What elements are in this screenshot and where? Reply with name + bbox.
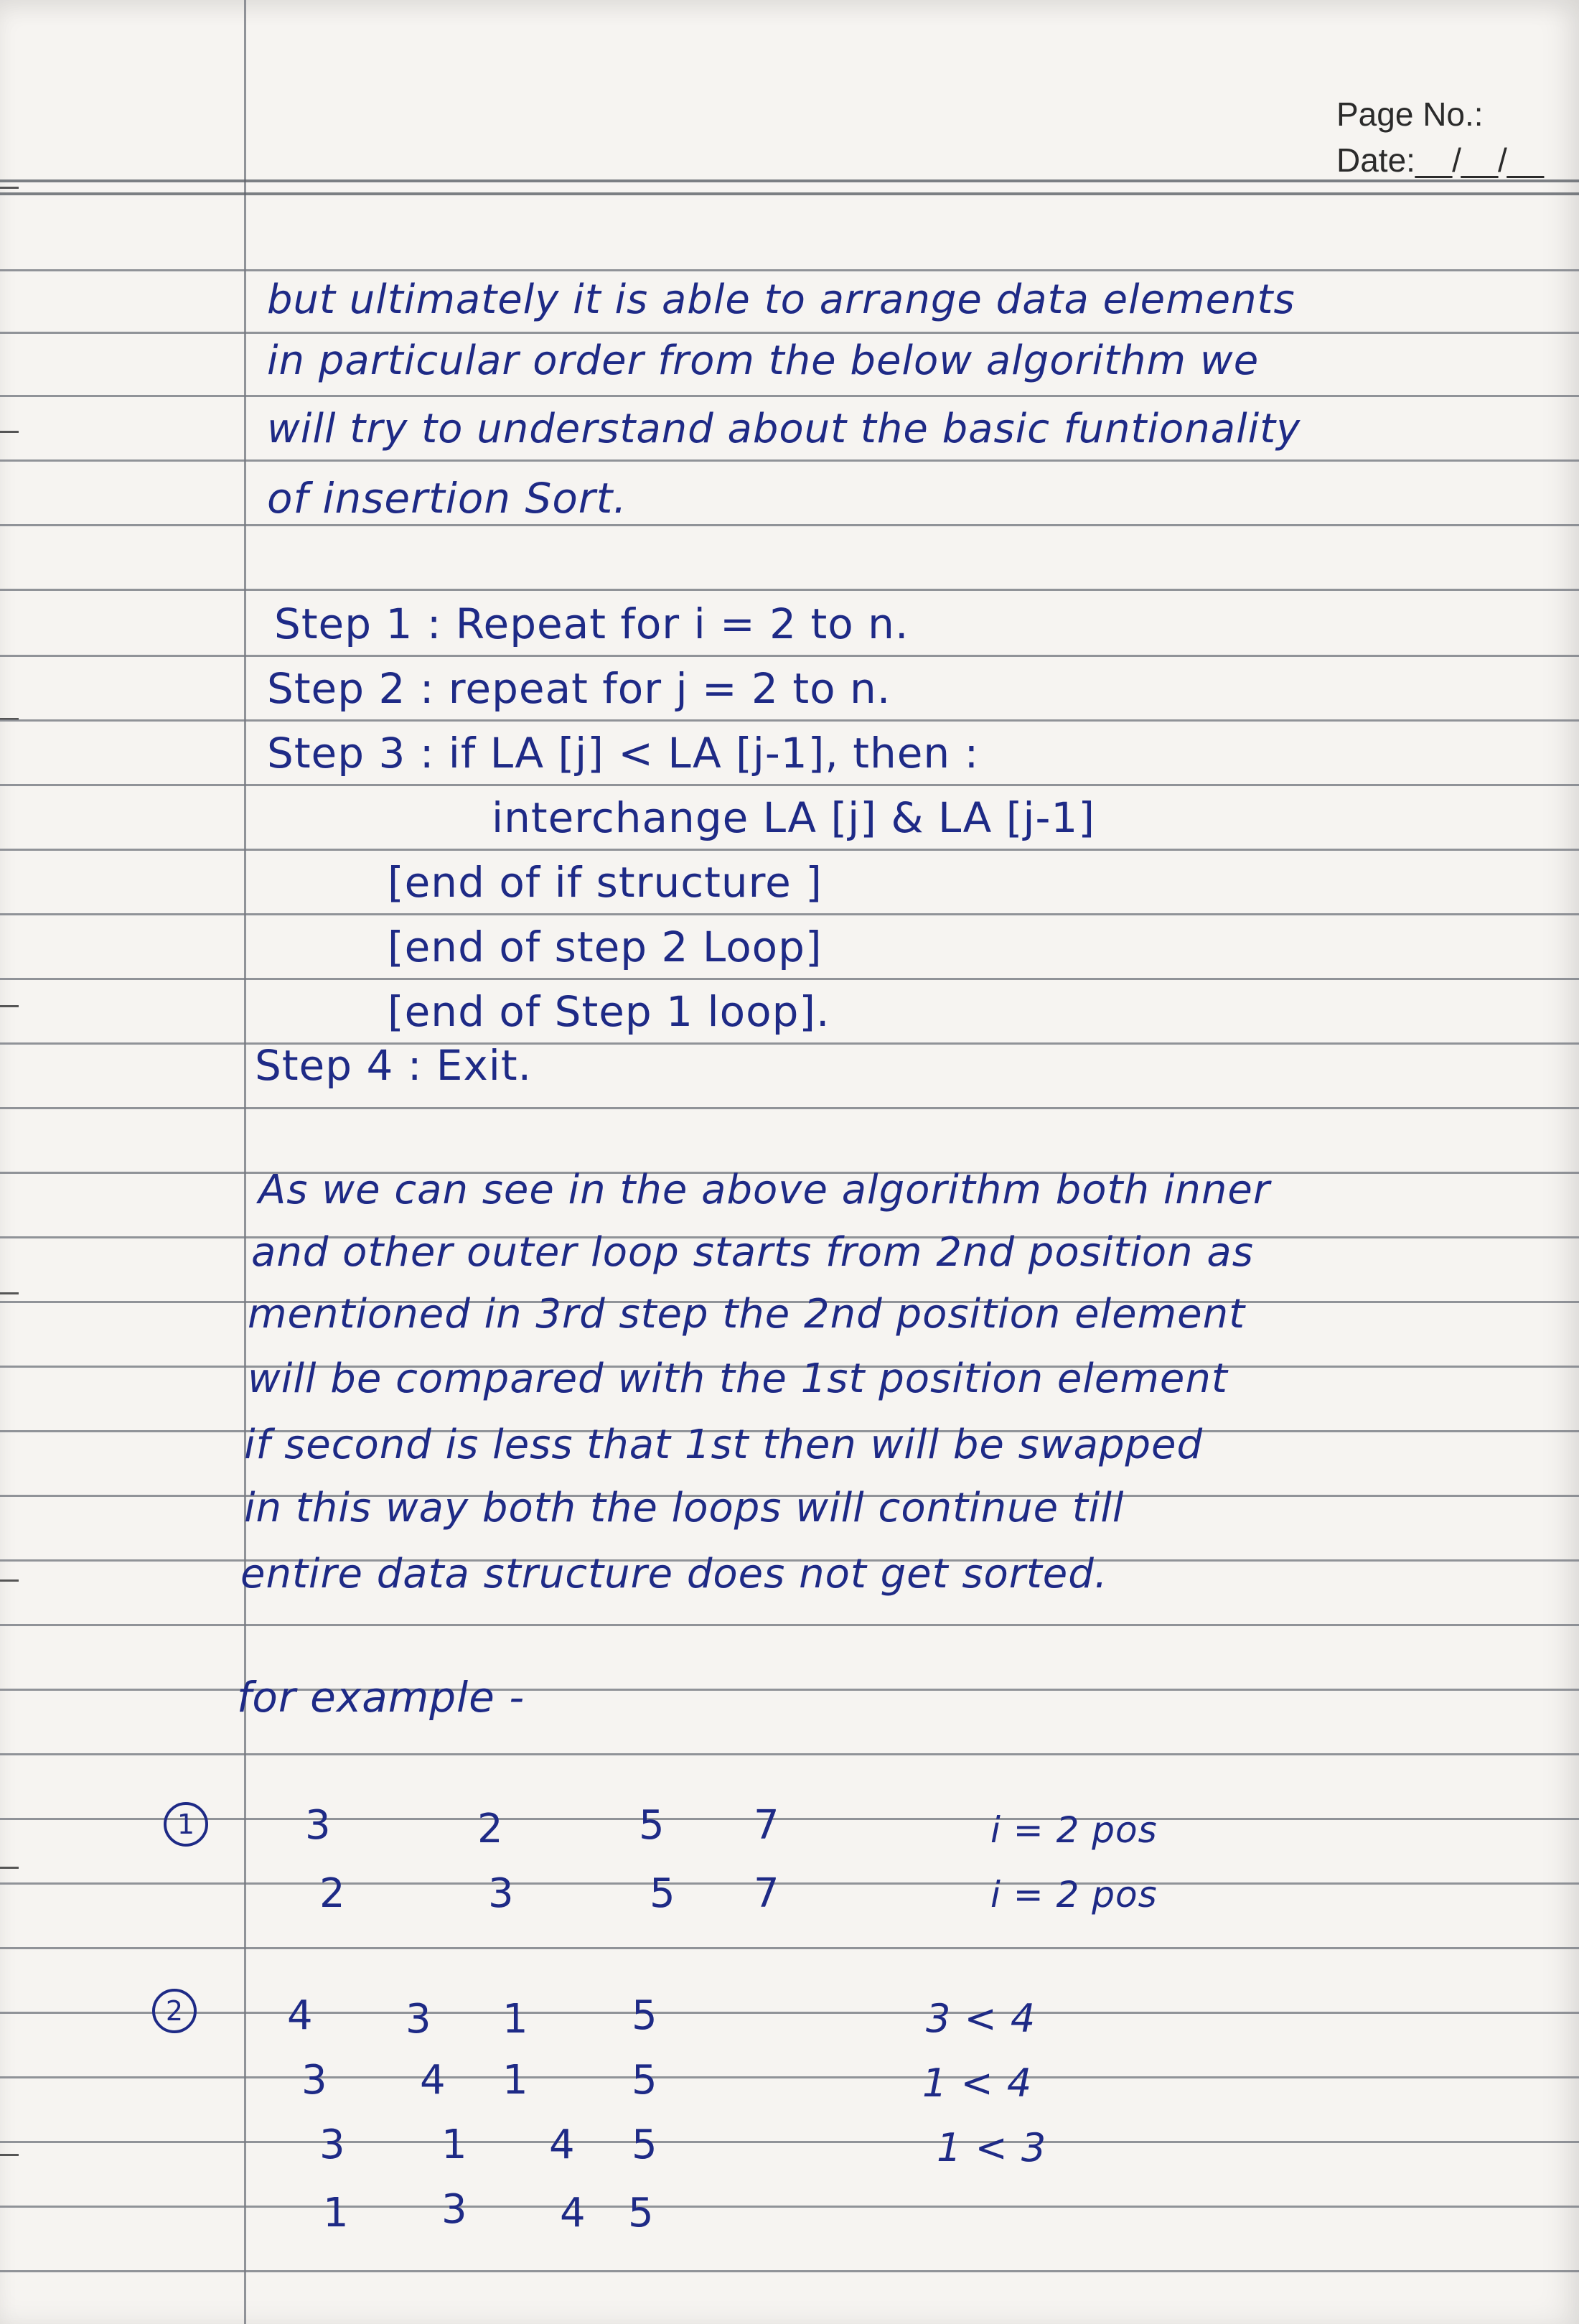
binding-tick xyxy=(0,1005,19,1007)
example-1-value: 7 xyxy=(754,1870,779,1917)
ruled-line xyxy=(0,784,1579,786)
algorithm-step-3: Step 3 : if LA [j] < LA [j-1], then : xyxy=(267,729,980,778)
binding-tick xyxy=(0,1867,19,1869)
explanation-line: mentioned in 3rd step the 2nd position element xyxy=(248,1291,1246,1338)
algorithm-step-4: Step 4 : Exit. xyxy=(255,1041,533,1090)
example-2-value: 4 xyxy=(549,2122,575,2168)
explanation-line: and other outer loop starts from 2nd position as xyxy=(251,1229,1254,1276)
explanation-line: As we can see in the above algorithm both inner xyxy=(258,1167,1270,1213)
example-1-value: 5 xyxy=(639,1802,665,1849)
page-no-label: Page No.: xyxy=(1336,95,1484,133)
ruled-line xyxy=(0,2012,1579,2014)
ruled-line xyxy=(0,849,1579,851)
intro-line: will try to understand about the basic funtionality xyxy=(267,406,1301,452)
example-2-value: 3 xyxy=(406,1996,431,2043)
binding-tick xyxy=(0,2154,19,2156)
ruled-line xyxy=(0,655,1579,657)
ruled-line xyxy=(0,2076,1579,2078)
header-rule xyxy=(0,192,1579,195)
binding-tick xyxy=(0,1292,19,1294)
ruled-line xyxy=(0,332,1579,334)
ruled-line xyxy=(0,2141,1579,2143)
ruled-line xyxy=(0,1753,1579,1755)
ruled-line xyxy=(0,978,1579,980)
algorithm-interchange: interchange LA [j] & LA [j-1] xyxy=(492,793,1095,842)
example-2-value: 5 xyxy=(628,2190,654,2236)
example-2-value: 1 xyxy=(441,2122,467,2168)
ruled-line xyxy=(0,913,1579,915)
binding-tick xyxy=(0,1579,19,1582)
algorithm-end-step2-loop: [end of step 2 Loop] xyxy=(388,923,823,971)
intro-line: in particular order from the below algorithm we xyxy=(267,337,1260,384)
ruled-line xyxy=(0,1882,1579,1885)
ruled-line xyxy=(0,2206,1579,2208)
algorithm-end-if: [end of if structure ] xyxy=(388,858,823,907)
example-2-value: 5 xyxy=(632,2057,657,2104)
algorithm-end-step1-loop: [end of Step 1 loop]. xyxy=(388,987,830,1036)
explanation-line: entire data structure does not get sorted. xyxy=(240,1551,1108,1597)
example-1-value: 7 xyxy=(754,1802,779,1849)
example-2-value: 4 xyxy=(420,2057,446,2104)
example-1-note: i = 2 pos xyxy=(990,1809,1158,1851)
intro-line: of insertion Sort. xyxy=(267,474,627,523)
example-1-value: 2 xyxy=(477,1806,503,1852)
header-rule xyxy=(0,179,1579,182)
example-1-value: 3 xyxy=(305,1802,331,1849)
example-2-value: 4 xyxy=(560,2190,586,2236)
ruled-line xyxy=(0,1624,1579,1626)
ruled-line xyxy=(0,1947,1579,1949)
algorithm-step-1: Step 1 : Repeat for i = 2 to n. xyxy=(274,599,909,648)
ruled-line xyxy=(0,269,1579,271)
ruled-line xyxy=(0,1042,1579,1045)
example-2-value: 1 xyxy=(323,2190,349,2236)
ruled-line xyxy=(0,1818,1579,1820)
example-2-value: 3 xyxy=(441,2186,467,2233)
example-2-note: 1 < 3 xyxy=(937,2125,1047,2170)
ruled-line xyxy=(0,524,1579,526)
example-2-value: 1 xyxy=(502,2057,528,2104)
example-1-value: 5 xyxy=(650,1870,675,1917)
algorithm-step-2: Step 2 : repeat for j = 2 to n. xyxy=(267,664,891,713)
ruled-line xyxy=(0,2270,1579,2272)
ruled-line xyxy=(0,395,1579,397)
explanation-line: in this way both the loops will continue till xyxy=(244,1485,1125,1531)
example-2-value: 3 xyxy=(301,2057,327,2104)
margin-line xyxy=(244,0,246,2324)
ruled-line xyxy=(0,589,1579,591)
example-2-value: 4 xyxy=(287,1992,313,2039)
explanation-line: will be compared with the 1st position element xyxy=(248,1355,1228,1402)
example-2-value: 5 xyxy=(632,2122,657,2168)
example-2-note: 3 < 4 xyxy=(926,1996,1036,2041)
binding-tick xyxy=(0,187,19,189)
explanation-line: if second is less that 1st then will be swapped xyxy=(244,1422,1204,1468)
example-2-value: 1 xyxy=(502,1996,528,2043)
example-1-value: 2 xyxy=(319,1870,345,1917)
date-label: Date:__/__/__ xyxy=(1336,141,1545,179)
example-1-value: 3 xyxy=(488,1870,514,1917)
example-1-note: i = 2 pos xyxy=(990,1874,1158,1915)
ruled-line xyxy=(0,719,1579,722)
example-2-value: 3 xyxy=(319,2122,345,2168)
ruled-line xyxy=(0,1107,1579,1109)
example-heading: for example - xyxy=(237,1673,525,1722)
ruled-line xyxy=(0,459,1579,462)
example-2-marker: 2 xyxy=(152,1989,197,2033)
intro-line: but ultimately it is able to arrange data elements xyxy=(267,276,1295,323)
binding-tick xyxy=(0,431,19,433)
example-2-note: 1 < 4 xyxy=(922,2061,1033,2106)
example-2-value: 5 xyxy=(632,1992,657,2039)
example-1-marker: 1 xyxy=(164,1802,208,1847)
